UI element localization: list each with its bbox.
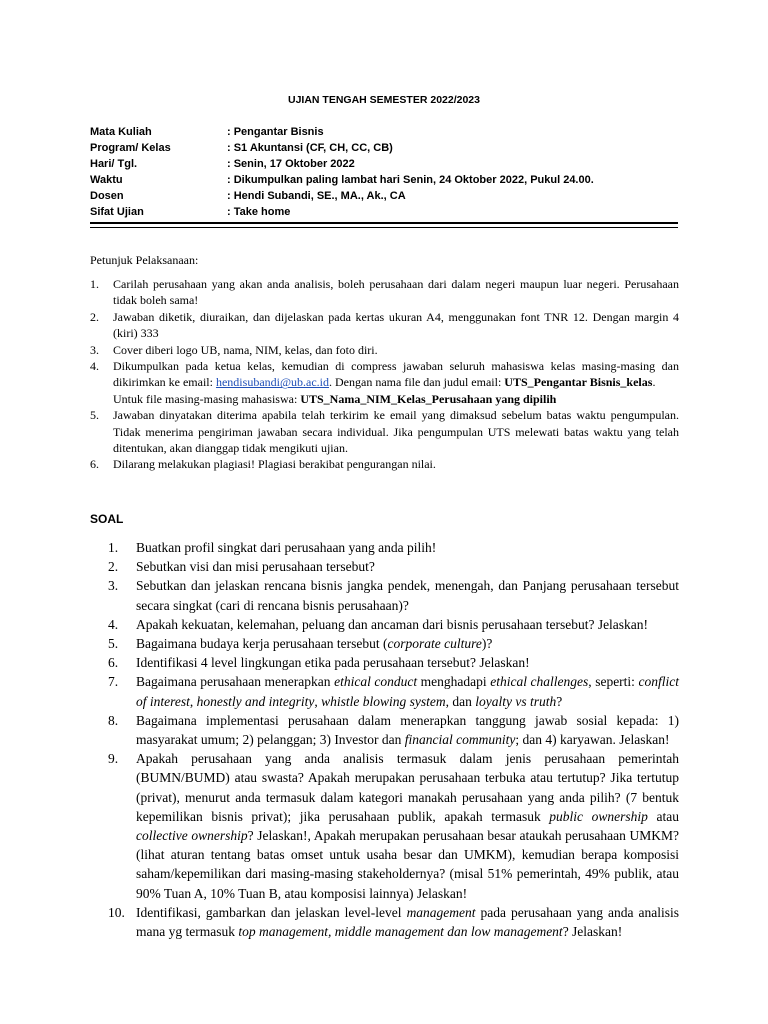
exam-title: UJIAN TENGAH SEMESTER 2022/2023: [288, 94, 480, 106]
info-value: : Take home: [227, 206, 291, 218]
question-text: [136, 903, 679, 941]
question-number-wrap: [108, 653, 136, 672]
text-run: ; dan 4) karyawan. Jelaskan!: [515, 732, 670, 748]
text-run: ? Jelaskan!, Apakah merupakan perusahaan besar ataukah perusahaan UMKM? (lihat aturan tentang batas omset untuk usaha besar dan UMKM), kemudian berapa komposisi saham/kepemilikan dari masing-masing stakeholdernya? (misal 51% pemerintah, 49% publik, atau 90% Tuan A, 10% Tuan B, atau komposisi lainnya) Jelaskan!: [136, 828, 680, 901]
instructions-heading: Petunjuk Pelaksanaan:: [90, 253, 199, 267]
question-item: [108, 634, 679, 653]
question-number-wrap: [108, 749, 136, 903]
info-value: : Pengantar Bisnis: [227, 126, 324, 138]
list-item: [90, 309, 679, 342]
list-item: [90, 342, 679, 358]
email-subject-format: UTS_Pengantar Bisnis_kelas: [504, 375, 653, 390]
text-run: .: [652, 375, 656, 390]
info-label: Hari/ Tgl.: [90, 158, 138, 170]
list-text: Dilarang melakukan plagiasi! Plagiasi berakibat pengurangan nilai.: [113, 457, 436, 472]
text-run: . Dengan nama file dan judul email:: [329, 375, 505, 390]
question-number: 9.: [108, 751, 119, 767]
text-run: )?: [481, 636, 493, 652]
questions-list: [108, 538, 679, 941]
italic-term: top management, middle management dan low management: [238, 924, 563, 940]
info-value: : Dikumpulkan paling lambat hari Senin, 24 Oktober 2022, Pukul 24.00.: [227, 174, 594, 186]
italic-term: honestly and integrity: [196, 693, 315, 709]
info-value: : S1 Akuntansi (CF, CH, CC, CB): [227, 142, 393, 154]
question-text: Identifikasi 4 level lingkungan etika pada perusahaan tersebut? Jelaskan!: [136, 655, 530, 671]
text-run-line: [113, 391, 679, 407]
info-label: Waktu: [90, 174, 123, 186]
divider-thick: [90, 222, 678, 224]
text-run: Identifikasi, gambarkan dan jelaskan level-level: [136, 904, 407, 920]
question-number-wrap: [108, 557, 136, 576]
text-run: Bagaimana perusahaan menerapkan: [136, 674, 335, 690]
italic-term: conflict of interest: [136, 674, 679, 709]
question-number-wrap: [108, 672, 136, 710]
list-number: 6.: [90, 457, 99, 472]
divider-thin: [90, 227, 678, 228]
list-item: [90, 407, 679, 456]
italic-term: public ownership: [549, 808, 648, 824]
question-item: [108, 653, 679, 672]
text-run: atau: [647, 808, 679, 824]
italic-term: financial community: [404, 732, 516, 748]
question-text: Apakah kekuatan, kelemahan, peluang dan ancaman dari bisnis perusahaan tersebut? Jelaskan!: [136, 616, 649, 632]
italic-term: ethical challenges: [490, 674, 589, 690]
list-text: Jawaban diketik, diuraikan, dan dijelaskan pada kertas ukuran A4, menggunakan font TNR 12. Dengan margin 4 (kiri) 333: [113, 309, 679, 341]
italic-term: management: [406, 904, 476, 920]
italic-term: ethical conduct: [334, 674, 418, 690]
question-number: 10.: [108, 904, 125, 920]
info-row-program: [90, 140, 690, 156]
text-run: menghadapi: [417, 674, 491, 690]
question-text: Buatkan profil singkat dari perusahaan yang anda pilih!: [136, 540, 437, 555]
question-number-wrap: [108, 711, 136, 749]
list-number: 2.: [90, 309, 99, 324]
info-row-date: [90, 156, 690, 172]
text-run: Bagaimana budaya kerja perusahaan tersebut (: [136, 636, 388, 652]
info-label: Dosen: [90, 190, 124, 202]
question-number: 4.: [108, 616, 119, 632]
info-row-course: [90, 124, 690, 140]
text-run: ,: [314, 693, 322, 709]
question-text: [136, 711, 679, 749]
text-run: , dan: [445, 693, 476, 709]
list-number: 3.: [90, 342, 99, 357]
question-number: 2.: [108, 559, 119, 575]
question-text: Sebutkan visi dan misi perusahaan tersebut?: [136, 559, 375, 575]
italic-term: collective ownership: [136, 828, 248, 844]
question-number: 5.: [108, 636, 119, 652]
question-item: [108, 576, 679, 614]
question-item: [108, 672, 679, 710]
text-run: ?: [556, 693, 563, 709]
question-text: Sebutkan dan jelaskan rencana bisnis jangka pendek, menengah, dan Panjang perusahaan tersebut secara singkat (cari di rencana bisnis perusahaan)?: [136, 578, 679, 613]
text-run: ,: [189, 693, 197, 709]
question-number: 3.: [108, 578, 119, 594]
list-item: [90, 358, 679, 407]
questions-heading: SOAL: [90, 512, 124, 526]
info-row-exam-type: [90, 204, 690, 220]
question-number: 7.: [108, 674, 119, 690]
text-run: ? Jelaskan!: [562, 924, 623, 940]
text-run: Untuk file masing-masing mahasiswa:: [113, 391, 301, 406]
list-text: Carilah perusahaan yang akan anda analisis, boleh perusahaan dari dalam negeri maupun luar negeri. Perusahaan tidak boleh sama!: [113, 277, 679, 308]
question-item: [108, 711, 679, 749]
question-number-wrap: [108, 615, 136, 634]
info-row-lecturer: [90, 188, 690, 204]
question-number-wrap: [108, 538, 136, 557]
italic-term: corporate culture: [387, 636, 482, 652]
question-number: 1.: [108, 540, 119, 555]
instructions-list: [90, 276, 679, 473]
question-number-wrap: [108, 576, 136, 614]
question-number-wrap: [108, 634, 136, 653]
question-item: [108, 903, 679, 941]
question-item: [108, 615, 679, 634]
italic-term: loyalty vs truth: [475, 693, 557, 709]
list-text: [113, 358, 679, 407]
info-label: Sifat Ujian: [90, 206, 144, 218]
question-item: [108, 749, 679, 903]
list-text: Jawaban dinyatakan diterima apabila telah terkirim ke email yang dimaksud sebelum batas waktu pengumpulan. Tidak menerima pengiriman jawaban secara individual. Jika pengumpulan UTS melewati batas waktu yang telah ditentukan, akan dianggap tidak mengikuti ujian.: [113, 408, 679, 456]
list-number: 1.: [90, 277, 99, 291]
exam-info-table: [90, 124, 690, 220]
list-item: [90, 276, 679, 309]
info-label: Program/ Kelas: [90, 142, 171, 154]
text-run: Apakah perusahaan yang anda analisis termasuk dalam jenis perusahaan pemerintah (BUMN/BUMD) atau swasta? Apakah merupakan perusahaan terbuka atau tertutup? Jika tertutup (privat), menurut anda termasuk dalam kategori manakah perusahaan yang anda pilih? (7 bentuk kepemilikan bisnis privat); jika perusahaan publik, apakah termasuk: [136, 751, 679, 824]
question-number: 8.: [108, 712, 119, 728]
text-run: pada perusahaan yang anda analisis mana yg termasuk: [136, 904, 679, 940]
italic-term: whistle blowing system: [321, 693, 446, 709]
question-item: [108, 538, 679, 557]
file-name-format: UTS_Nama_NIM_Kelas_Perusahaan yang dipilih: [300, 391, 557, 406]
question-number: 6.: [108, 655, 119, 671]
question-number-wrap: [108, 903, 136, 941]
info-value: : Senin, 17 Oktober 2022: [227, 158, 355, 170]
list-text: Cover diberi logo UB, nama, NIM, kelas, dan foto diri.: [113, 342, 378, 357]
text-run: Dikumpulkan pada ketua kelas, kemudian di compress jawaban seluruh mahasiswa kelas masing-masing dan dikirimkan ke email:: [113, 359, 679, 390]
info-value: : Hendi Subandi, SE., MA., Ak., CA: [227, 190, 406, 202]
email-link[interactable]: hendisubandi@ub.ac.id: [215, 375, 330, 390]
text-run: Bagaimana implementasi perusahaan dalam menerapkan tanggung jawab sosial kepada: 1) masyarakat umum; 2) pelanggan; 3) Investor dan: [136, 712, 679, 748]
question-item: [108, 557, 679, 576]
list-number: 4.: [90, 359, 99, 374]
question-text: [136, 672, 679, 710]
info-label: Mata Kuliah: [90, 126, 152, 138]
list-number: 5.: [90, 408, 99, 423]
question-text: [136, 749, 679, 903]
question-text: [136, 634, 679, 653]
info-row-time: [90, 172, 690, 188]
list-item: [90, 456, 679, 472]
text-run: , seperti:: [588, 674, 639, 690]
